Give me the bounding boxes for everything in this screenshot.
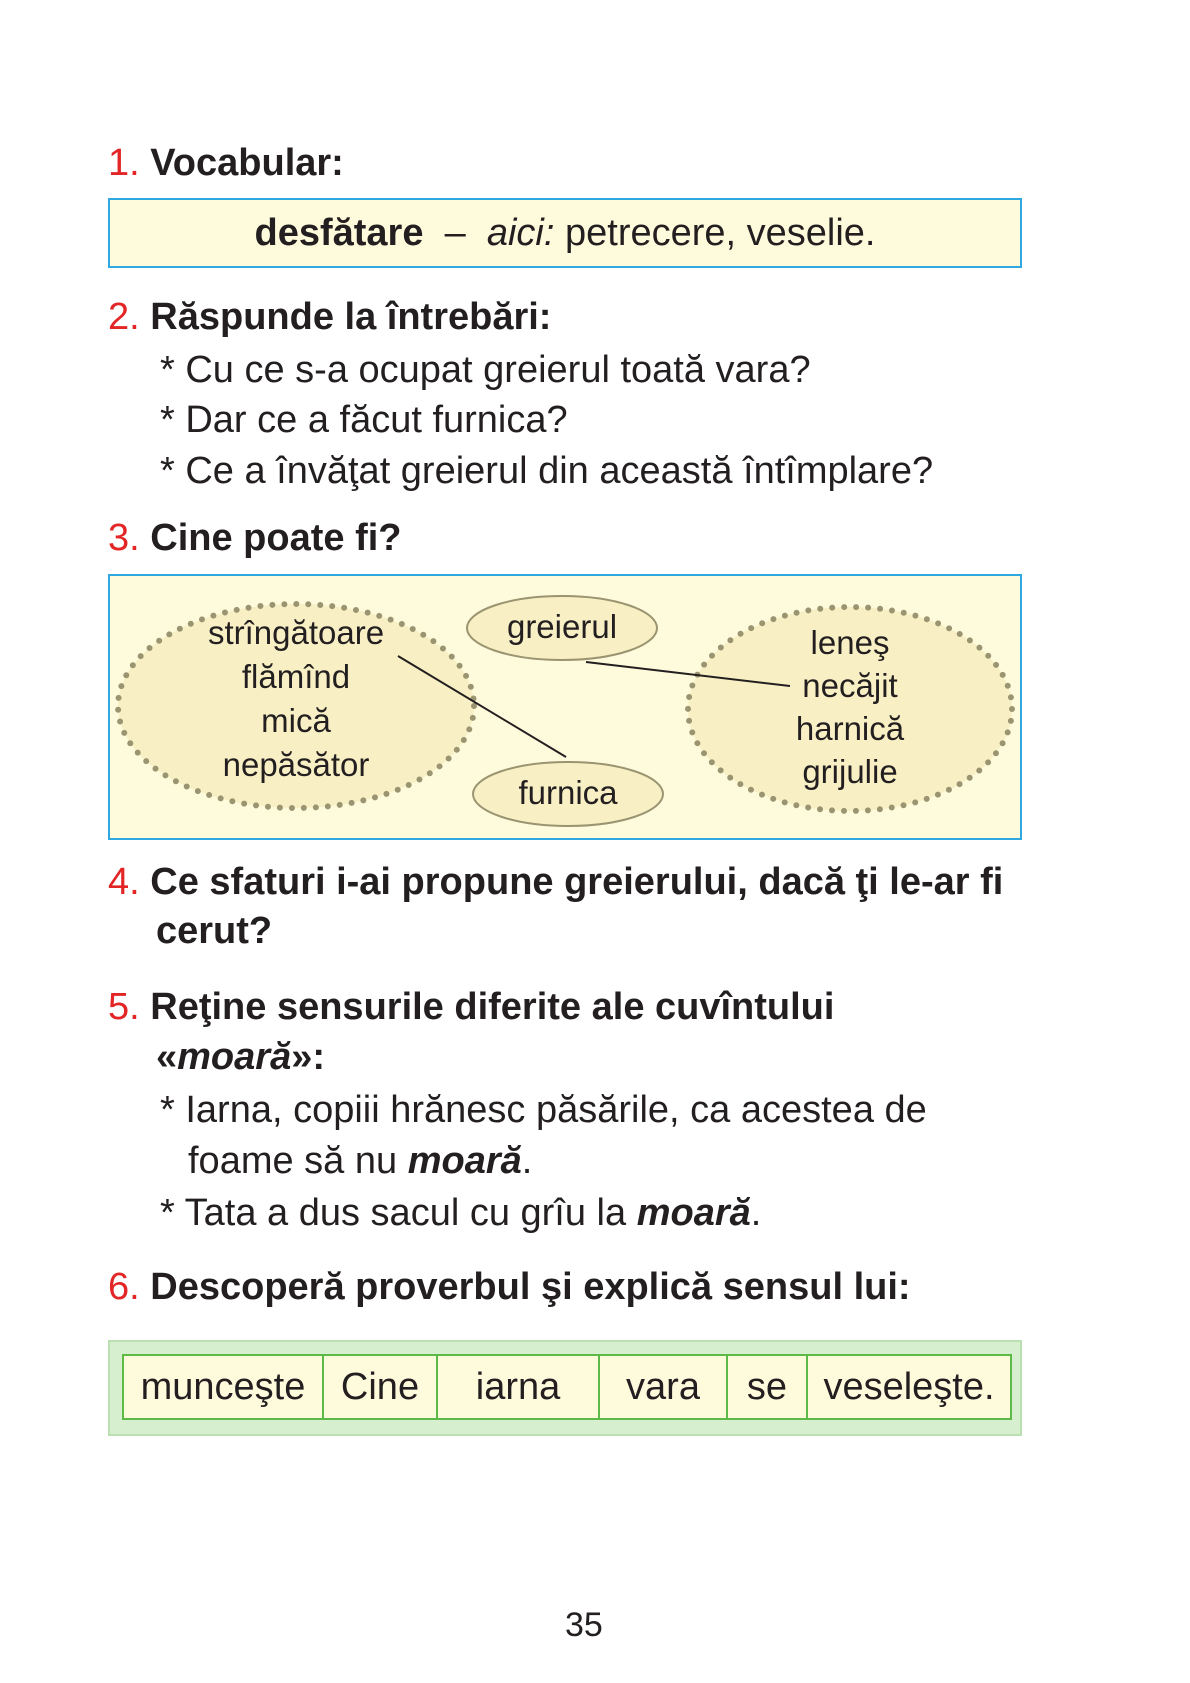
question-line: * Dar ce a făcut furnica?	[160, 399, 568, 441]
sentence-line: * Iarna, copiii hrănesc păsările, ca acestea de	[160, 1089, 927, 1131]
exercise-6-heading	[108, 1262, 911, 1312]
exercise-4-heading	[108, 857, 1003, 907]
proverb-word-cell: vara	[600, 1356, 728, 1418]
vocab-word: desfătare	[254, 212, 424, 254]
question-line: * Cu ce s-a ocupat greierul toată vara?	[160, 349, 811, 391]
exercise-title: Ce sfaturi i-ai propune greierului, dacă ţi le-ar fi	[150, 861, 1004, 903]
vocab-note: aici:	[486, 212, 555, 254]
exercise-number: 5.	[108, 986, 140, 1028]
left-word: flămînd	[241, 658, 351, 695]
sentence-line	[160, 1188, 761, 1238]
sentence-text: foame să nu	[188, 1140, 398, 1182]
center-word-greierul: greierul	[506, 608, 618, 645]
exercise-5-heading-cont	[156, 1032, 325, 1082]
exercise-number: 2.	[108, 296, 140, 338]
quote-close: »:	[291, 1036, 325, 1078]
sentence-text: * Tata a dus sacul cu grîu la	[160, 1192, 627, 1234]
left-word: strîngătoare	[207, 614, 385, 651]
exercise-1-heading	[108, 138, 344, 188]
vocab-meaning: petrecere, veselie.	[565, 212, 876, 254]
proverb-word-cell: se	[728, 1356, 808, 1418]
exercise-title: Reţine sensurile diferite ale cuvîntului	[150, 986, 835, 1028]
keyword: moară	[177, 1036, 292, 1078]
sentence-line	[188, 1136, 532, 1186]
right-word: harnică	[795, 710, 905, 747]
exercise-3-heading	[108, 513, 402, 563]
exercise-4-heading-cont: cerut?	[156, 910, 273, 952]
right-word: grijulie	[802, 753, 898, 790]
center-word-furnica: furnica	[518, 774, 618, 811]
exercise-2-heading	[108, 292, 551, 342]
diagram-box	[108, 574, 1022, 840]
exercise-5-heading	[108, 982, 834, 1032]
exercise-number: 6.	[108, 1266, 140, 1308]
keyword: moară	[636, 1192, 751, 1234]
exercise-title: Răspunde la întrebări:	[150, 296, 552, 338]
left-word: nepăsător	[222, 746, 370, 783]
right-word: leneş	[810, 624, 890, 661]
vocabulary-box	[108, 198, 1022, 268]
exercise-number: 1.	[108, 142, 140, 184]
vocab-dash: –	[444, 212, 466, 254]
right-word: necăjit	[802, 667, 898, 704]
proverb-word-cell: munceşte	[124, 1356, 324, 1418]
proverb-word-cell: veseleşte.	[823, 1366, 995, 1408]
sentence-end: .	[750, 1192, 762, 1234]
proverb-box	[108, 1340, 1022, 1436]
exercise-title: Descoperă proverbul şi explică sensul lui:	[150, 1266, 911, 1308]
page-number: 35	[565, 1606, 603, 1644]
exercise-title: Vocabular:	[150, 142, 344, 184]
quote-open: «	[156, 1036, 178, 1078]
question-line: * Ce a învăţat greierul din această întîmplare?	[160, 450, 934, 492]
proverb-word-cell: iarna	[438, 1356, 600, 1418]
left-word: mică	[261, 702, 331, 739]
exercise-title: Cine poate fi?	[150, 517, 402, 559]
proverb-word-table	[122, 1354, 1012, 1420]
exercise-number: 3.	[108, 517, 140, 559]
proverb-word-cell: Cine	[324, 1356, 438, 1418]
exercise-number: 4.	[108, 861, 140, 903]
keyword: moară	[407, 1140, 522, 1182]
sentence-end: .	[521, 1140, 533, 1182]
